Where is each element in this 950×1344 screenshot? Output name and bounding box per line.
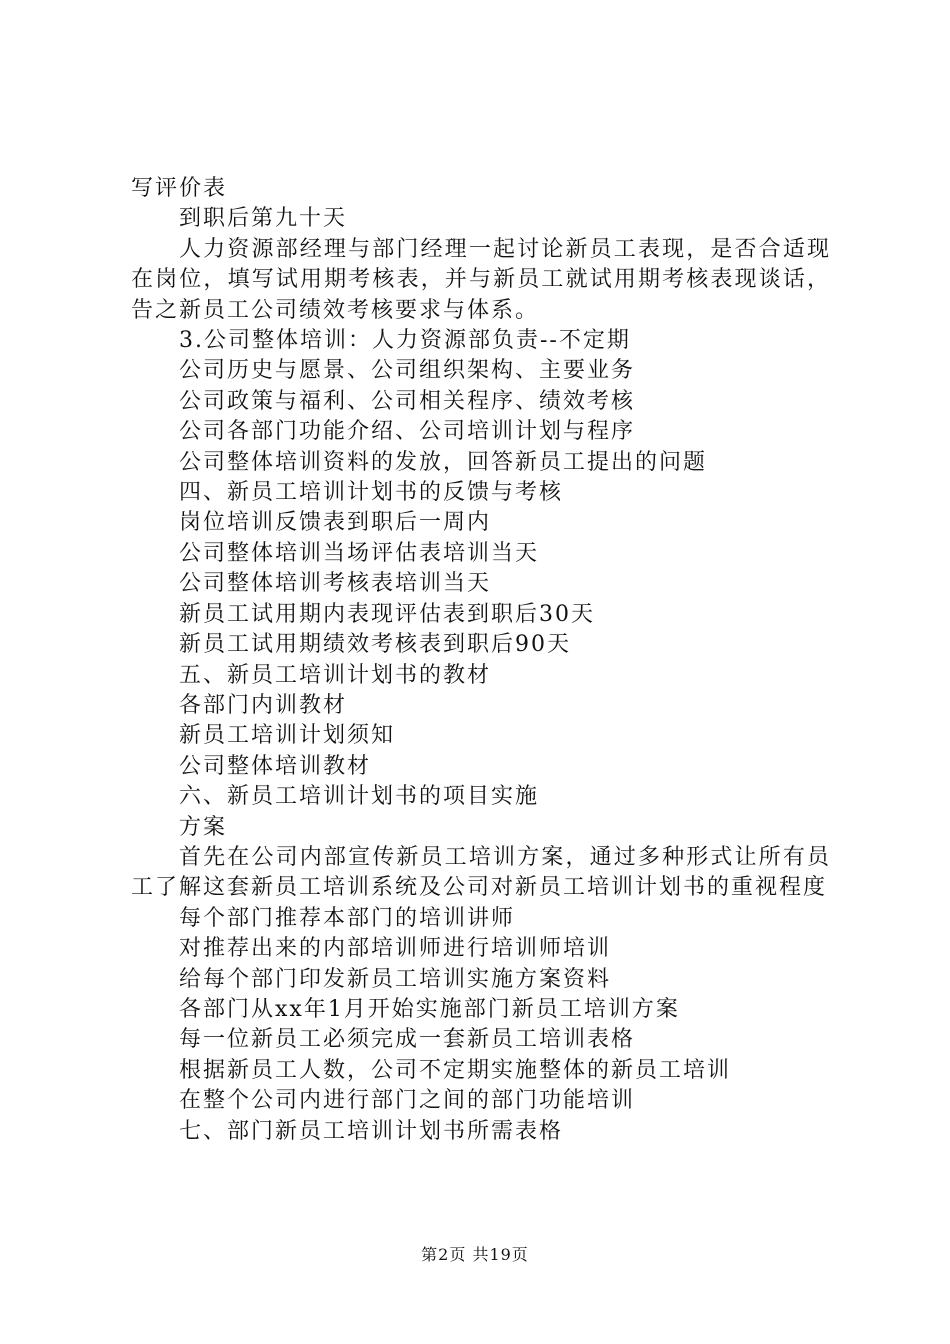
paragraph: 每个部门推荐本部门的培训讲师 (179, 905, 516, 931)
paragraph: 方案 (179, 814, 228, 840)
page-footer: 第2页 共19页 (421, 1245, 529, 1264)
paragraph: 新员工试用期绩效考核表到职后90天 (179, 632, 571, 658)
paragraph: 根据新员工人数，公司不定期实施整体的新员工培训 (179, 1057, 732, 1083)
paragraph: 给每个部门印发新员工培训实施方案资料 (179, 966, 612, 992)
paragraph: 公司整体培训资料的发放，回答新员工提出的问题 (179, 449, 708, 475)
paragraph: 公司整体培训当场评估表培训当天 (179, 540, 540, 566)
paragraph: 各部门从xx年1月开始实施部门新员工培训方案 (179, 996, 680, 1022)
paragraph: 人力资源部经理与部门经理一起讨论新员工表现，是否合适现在岗位，填写试用期考核表，并与新员工就试用期考核表现谈话，告之新员工公司绩效考核要求与体系。 (131, 236, 831, 323)
paragraph: 六、新员工培训计划书的项目实施 (179, 784, 540, 810)
paragraph: 岗位培训反馈表到职后一周内 (179, 510, 492, 536)
document-body (131, 174, 831, 1147)
paragraph: 四、新员工培训计划书的反馈与考核 (179, 480, 564, 506)
paragraph: 五、新员工培训计划书的教材 (179, 662, 492, 688)
paragraph: 各部门内训教材 (179, 692, 348, 718)
paragraph: 公司整体培训教材 (179, 753, 372, 779)
paragraph: 新员工试用期内表现评估表到职后30天 (179, 601, 595, 627)
paragraph: 3.公司整体培训：人力资源部负责--不定期 (179, 328, 631, 354)
paragraph: 每一位新员工必须完成一套新员工培训表格 (179, 1027, 636, 1053)
paragraph: 到职后第九十天 (179, 206, 348, 232)
paragraph: 对推荐出来的内部培训师进行培训师培训 (179, 936, 612, 962)
paragraph: 新员工培训计划须知 (179, 723, 396, 749)
paragraph: 七、部门新员工培训计划书所需表格 (179, 1118, 564, 1144)
paragraph: 公司历史与愿景、公司组织架构、主要业务 (179, 358, 636, 384)
paragraph: 公司整体培训考核表培训当天 (179, 571, 492, 597)
paragraph: 首先在公司内部宣传新员工培训方案，通过多种形式让所有员工了解这套新员工培训系统及公司对新员工培训计划书的重视程度 (131, 844, 831, 901)
paragraph: 写评价表 (131, 176, 228, 201)
paragraph: 公司政策与福利、公司相关程序、绩效考核 (179, 388, 636, 414)
paragraph: 公司各部门功能介绍、公司培训计划与程序 (179, 419, 636, 445)
paragraph: 在整个公司内进行部门之间的部门功能培训 (179, 1088, 636, 1114)
